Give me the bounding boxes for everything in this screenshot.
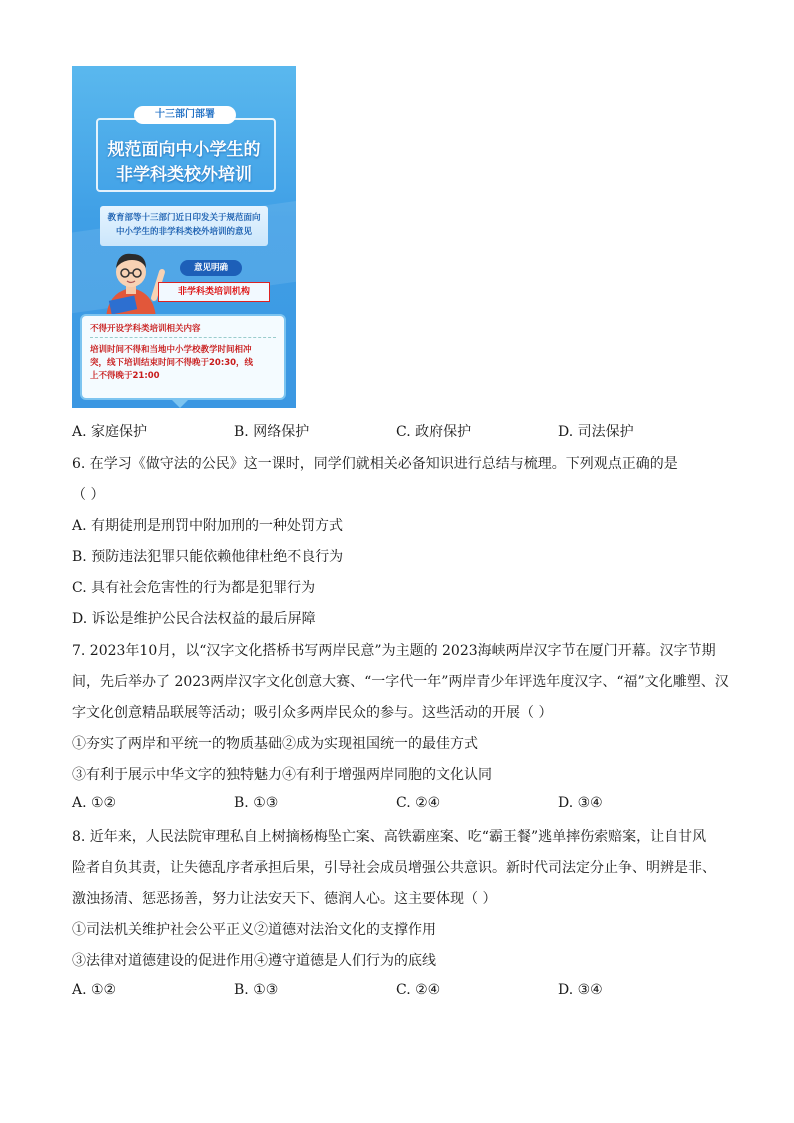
poster-rule-line3: 突，线下培训结束时间不得晚于20:30，线 bbox=[90, 358, 254, 368]
poster-title-line2: 非学科类校外培训 bbox=[116, 165, 252, 185]
q6-stem: 6. 在学习《做守法的公民》这一课时，同学们就相关必备知识进行总结与梳理。下列观点正确的是 bbox=[72, 456, 678, 472]
q6-option-b[interactable]: B. 预防违法犯罪只能依赖他律杜绝不良行为 bbox=[72, 549, 344, 565]
q8-stem-line1: 8. 近年来，人民法院审理私自上树摘杨梅坠亡案、高铁霸座案、吃“霸王餐”逃单摔伤索赔案，让自甘风 bbox=[72, 829, 707, 845]
q6-option-c[interactable]: C. 具有社会危害性的行为都是犯罪行为 bbox=[72, 580, 316, 596]
q7-option-b[interactable]: B. ①③ bbox=[234, 795, 279, 811]
q8-option-a[interactable]: A. ①② bbox=[72, 982, 117, 998]
poster-card-pointer bbox=[172, 400, 188, 408]
q8-option-c[interactable]: C. ②④ bbox=[396, 982, 441, 998]
q5-option-d[interactable]: D. 司法保护 bbox=[558, 424, 634, 440]
poster-tag: 十三部门部署 bbox=[134, 106, 236, 124]
q8-statement-line1: ①司法机关维护社会公平正义②道德对法治文化的支撑作用 bbox=[72, 922, 436, 938]
q8-stem-line3: 激浊扬清、惩恶扬善，努力让法安天下、德润人心。这主要体现（ ） bbox=[72, 891, 497, 907]
poster-institution-label: 非学科类培训机构 bbox=[158, 282, 270, 302]
poster-subtitle-line2: 中小学生的非学科类校外培训的意见 bbox=[115, 227, 252, 237]
poster-rule-line1: 不得开设学科类培训相关内容 bbox=[90, 322, 276, 338]
q8-stem-line2: 险者自负其责，让失德乱序者承担后果，引导社会成员增强公共意识。新时代司法定分止争、明辨是非、 bbox=[72, 860, 716, 876]
q6-option-d[interactable]: D. 诉讼是维护公民合法权益的最后屏障 bbox=[72, 611, 316, 627]
poster-rule-line2: 培训时间不得和当地中小学校教学时间相冲 bbox=[90, 345, 252, 355]
q8-option-b[interactable]: B. ①③ bbox=[234, 982, 279, 998]
q7-stem-line1: 7. 2023年10月，以“汉字文化搭桥书写两岸民意”为主题的 2023海峡两岸汉字节在厦门开幕。汉字节期 bbox=[72, 643, 716, 659]
poster-subtitle-line1: 教育部等十三部门近日印发关于规范面向 bbox=[107, 213, 261, 223]
poster-rule-line4: 上不得晚于21:00 bbox=[90, 371, 160, 381]
q7-statement-line2: ③有利于展示中华文字的独特魅力④有利于增强两岸同胞的文化认同 bbox=[72, 767, 492, 783]
q7-option-a[interactable]: A. ①② bbox=[72, 795, 117, 811]
poster-subtitle bbox=[100, 206, 268, 246]
q7-stem-line2: 间，先后举办了 2023两岸汉字文化创意大赛、“一字代一年”两岸青少年评选年度汉字、“福”文化雕塑、汉 bbox=[72, 674, 729, 690]
poster-rule-details bbox=[90, 344, 276, 383]
q7-statement-line1: ①夯实了两岸和平统一的物质基础②成为实现祖国统一的最佳方式 bbox=[72, 736, 478, 752]
q8-option-d[interactable]: D. ③④ bbox=[558, 982, 603, 998]
q5-option-b[interactable]: B. 网络保护 bbox=[234, 424, 310, 440]
poster-rules-card bbox=[80, 314, 286, 400]
q7-option-d[interactable]: D. ③④ bbox=[558, 795, 603, 811]
q7-stem-line3: 字文化创意精品联展等活动；吸引众多两岸民众的参与。这些活动的开展（ ） bbox=[72, 705, 553, 721]
q8-statement-line2: ③法律对道德建设的促进作用④遵守道德是人们行为的底线 bbox=[72, 953, 436, 969]
teacher-illustration-icon bbox=[96, 242, 166, 318]
q7-options bbox=[72, 795, 732, 817]
poster-title-line1: 规范面向中小学生的 bbox=[107, 140, 261, 160]
q5-options bbox=[72, 421, 732, 443]
q8-options bbox=[72, 982, 732, 1004]
q6-option-a[interactable]: A. 有期徒刑是刑罚中附加刑的一种处罚方式 bbox=[72, 518, 344, 534]
q7-option-c[interactable]: C. ②④ bbox=[396, 795, 441, 811]
poster-opinion-badge: 意见明确 bbox=[180, 260, 242, 276]
q5-option-c[interactable]: C. 政府保护 bbox=[396, 424, 472, 440]
q5-option-a[interactable]: A. 家庭保护 bbox=[72, 424, 148, 440]
policy-poster-image bbox=[72, 66, 296, 408]
q6-answer-paren: （ ） bbox=[72, 487, 105, 503]
